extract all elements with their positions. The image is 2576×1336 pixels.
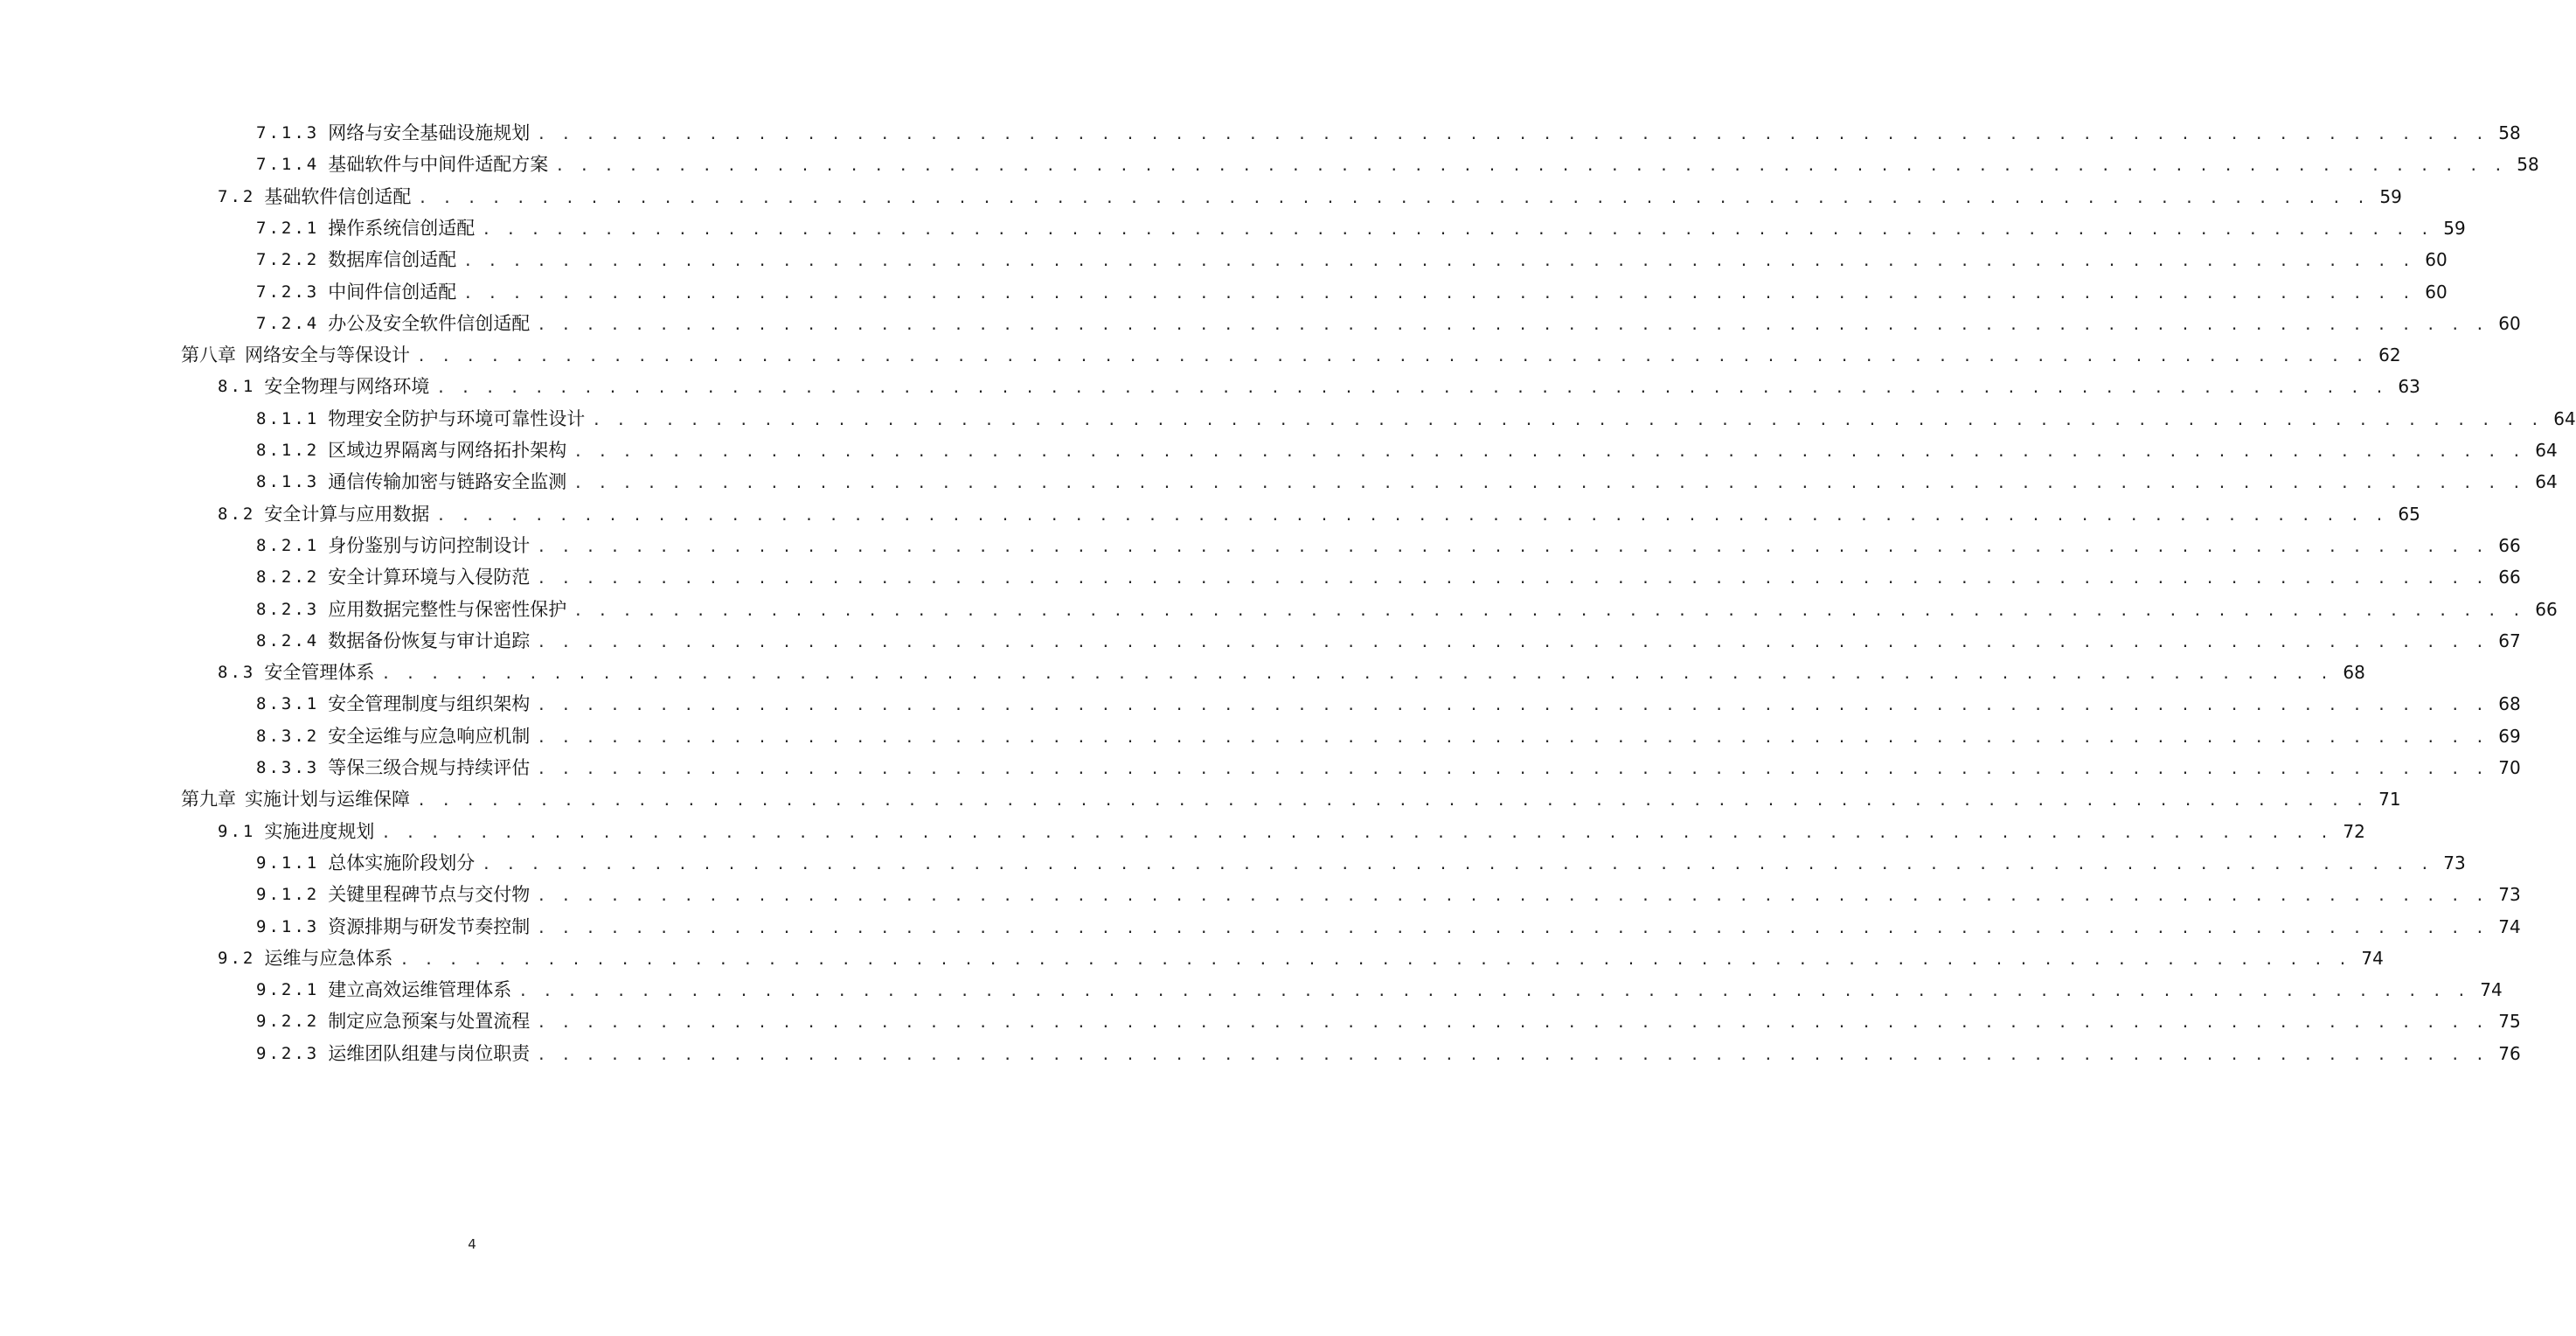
toc-entry-number: 8.1.3 bbox=[256, 472, 320, 492]
toc-entry-page-number: 66 bbox=[2498, 534, 2521, 556]
toc-entry-page-number: 66 bbox=[2535, 598, 2558, 620]
toc-entry[interactable] bbox=[256, 212, 2466, 244]
toc-dot-leader: . . . . . . . . . . . . . . . . . . . . . . . . . . . . . . . . . . . . . . . . . . . . . . . . . . . . . . . . . . . . . . . . . . . . . . . . . . . . . . . . bbox=[573, 443, 2524, 461]
toc-entry-title: 安全运维与应急响应机制 bbox=[328, 725, 531, 747]
page-number: 4 bbox=[468, 1236, 476, 1252]
toc-entry-page-number: 71 bbox=[2378, 789, 2401, 811]
toc-entry-number: 8.3.1 bbox=[256, 694, 320, 714]
toc-entry[interactable] bbox=[256, 308, 2521, 339]
toc-entry[interactable] bbox=[256, 403, 2576, 435]
toc-entry-page-number: 59 bbox=[2443, 217, 2466, 239]
toc-entry-page-number: 60 bbox=[2425, 281, 2448, 303]
toc-entry[interactable] bbox=[256, 847, 2466, 879]
toc-dot-leader: . . . . . . . . . . . . . . . . . . . . . . . . . . . . . . . . . . . . . . . . . . . . . . . . . . . . . . . . . . . . . . . . . . . . . . . . . . . . . . . . bbox=[537, 126, 2488, 143]
toc-entry-number: 8.2.2 bbox=[256, 567, 320, 588]
toc-entry-title: 建立高效运维管理体系 bbox=[328, 979, 512, 1001]
toc-dot-leader: . . . . . . . . . . . . . . . . . . . . . . . . . . . . . . . . . . . . . . . . . . . . . . . . . . . . . . . . . . . . . . . . . . . . . . . . . . . . . . . . bbox=[463, 284, 2414, 303]
toc-entry[interactable] bbox=[256, 752, 2521, 783]
toc-dot-leader: . . . . . . . . . . . . . . . . . . . . . . . . . . . . . . . . . . . . . . . . . . . . . . . . . . . . . . . . . . . . . . . . . . . . . . . . . . . . . . . . bbox=[482, 855, 2433, 873]
toc-entry-page-number: 74 bbox=[2361, 947, 2384, 969]
toc-entry-number: 7.2.2 bbox=[256, 250, 320, 270]
toc-entry[interactable] bbox=[256, 276, 2448, 308]
toc-entry[interactable] bbox=[256, 117, 2521, 149]
toc-entry[interactable] bbox=[256, 466, 2558, 498]
toc-dot-leader: . . . . . . . . . . . . . . . . . . . . . . . . . . . . . . . . . . . . . . . . . . . . . . . . . . . . . . . . . . . . . . . . . . . . . . . . . . . . . . . . bbox=[463, 253, 2414, 271]
toc-entry-page-number: 65 bbox=[2398, 503, 2420, 525]
toc-entry-number: 8.2 bbox=[218, 504, 256, 524]
toc-entry-page-number: 74 bbox=[2480, 979, 2503, 1001]
toc-dot-leader: . . . . . . . . . . . . . . . . . . . . . . . . . . . . . . . . . . . . . . . . . . . . . . . . . . . . . . . . . . . . . . . . . . . . . . . . . . . . . . . . bbox=[537, 538, 2488, 556]
toc-entry[interactable] bbox=[256, 688, 2521, 720]
toc-entry-number: 7.1.3 bbox=[256, 123, 320, 143]
toc-entry-number: 7.2.1 bbox=[256, 218, 320, 238]
toc-dot-leader: . . . . . . . . . . . . . . . . . . . . . . . . . . . . . . . . . . . . . . . . . . . . . . . . . . . . . . . . . . . . . . . . . . . . . . . . . . . . . . . . bbox=[537, 633, 2488, 651]
toc-entry-number: 7.2.3 bbox=[256, 282, 320, 302]
toc-entry[interactable] bbox=[218, 181, 2402, 212]
toc-entry-number: 9.2.2 bbox=[256, 1012, 320, 1032]
toc-entry-title: 中间件信创适配 bbox=[328, 281, 457, 303]
toc-entry-title: 安全管理体系 bbox=[264, 662, 375, 684]
toc-entry-number: 8.2.1 bbox=[256, 535, 320, 555]
toc-entry-number: 9.2.3 bbox=[256, 1043, 320, 1063]
toc-dot-leader: . . . . . . . . . . . . . . . . . . . . . . . . . . . . . . . . . . . . . . . . . . . . . . . . . . . . . . . . . . . . . . . . . . . . . . . . . . . . . . . . bbox=[381, 824, 2332, 842]
toc-entry-number: 8.3.3 bbox=[256, 758, 320, 777]
toc-entry[interactable] bbox=[256, 149, 2539, 180]
toc-entry-title: 网络与安全基础设施规划 bbox=[328, 122, 531, 143]
toc-entry-title: 物理安全防护与环境可靠性设计 bbox=[328, 407, 586, 429]
toc-entry-title: 应用数据完整性与保密性保护 bbox=[328, 598, 567, 620]
toc-dot-leader: . . . . . . . . . . . . . . . . . . . . . . . . . . . . . . . . . . . . . . . . . . . . . . . . . . . . . . . . . . . . . . . . . . . . . . . . . . . . . . . . bbox=[537, 887, 2488, 906]
toc-entry[interactable] bbox=[181, 339, 2401, 371]
toc-entry-title: 网络安全与等保设计 bbox=[245, 344, 410, 366]
toc-entry[interactable] bbox=[256, 244, 2448, 275]
toc-entry-page-number: 58 bbox=[2517, 154, 2539, 176]
toc-entry-title: 办公及安全软件信创适配 bbox=[328, 312, 531, 334]
toc-entry[interactable] bbox=[218, 657, 2365, 688]
toc-entry-number: 8.1.1 bbox=[256, 408, 320, 428]
toc-dot-leader: . . . . . . . . . . . . . . . . . . . . . . . . . . . . . . . . . . . . . . . . . . . . . . . . . . . . . . . . . . . . . . . . . . . . . . . . . . . . . . . . bbox=[537, 761, 2488, 778]
toc-entry-page-number: 74 bbox=[2498, 915, 2521, 937]
toc-dot-leader: . . . . . . . . . . . . . . . . . . . . . . . . . . . . . . . . . . . . . . . . . . . . . . . . . . . . . . . . . . . . . . . . . . . . . . . . . . . . . . . . bbox=[555, 157, 2506, 176]
toc-entry[interactable] bbox=[181, 783, 2401, 815]
toc-entry-number: 7.1.4 bbox=[256, 155, 320, 175]
toc-entry[interactable] bbox=[256, 530, 2521, 561]
toc-entry-page-number: 73 bbox=[2443, 852, 2466, 873]
toc-dot-leader: . . . . . . . . . . . . . . . . . . . . . . . . . . . . . . . . . . . . . . . . . . . . . . . . . . . . . . . . . . . . . . . . . . . . . . . . . . . . . . . . bbox=[573, 602, 2524, 620]
toc-dot-leader: . . . . . . . . . . . . . . . . . . . . . . . . . . . . . . . . . . . . . . . . . . . . . . . . . . . . . . . . . . . . . . . . . . . . . . . . . . . . . . . . bbox=[537, 316, 2488, 334]
toc-entry-page-number: 75 bbox=[2498, 1011, 2521, 1033]
toc-dot-leader: . . . . . . . . . . . . . . . . . . . . . . . . . . . . . . . . . . . . . . . . . . . . . . . . . . . . . . . . . . . . . . . . . . . . . . . . . . . . . . . . bbox=[537, 728, 2488, 747]
toc-entry-page-number: 64 bbox=[2535, 440, 2558, 461]
toc-entry-title: 身份鉴别与访问控制设计 bbox=[328, 534, 531, 556]
toc-entry-number: 9.1 bbox=[218, 821, 256, 841]
toc-entry[interactable] bbox=[256, 1005, 2521, 1037]
toc-dot-leader: . . . . . . . . . . . . . . . . . . . . . . . . . . . . . . . . . . . . . . . . . . . . . . . . . . . . . . . . . . . . . . . . . . . . . . . . . . . . . . . . bbox=[482, 220, 2433, 239]
toc-entry-page-number: 76 bbox=[2498, 1042, 2521, 1064]
toc-entry-page-number: 70 bbox=[2498, 757, 2521, 778]
toc-entry[interactable] bbox=[256, 561, 2521, 593]
toc-entry-number: 7.2 bbox=[218, 186, 256, 206]
toc-entry-page-number: 68 bbox=[2498, 693, 2521, 715]
toc-entry-page-number: 59 bbox=[2379, 185, 2402, 207]
toc-dot-leader: . . . . . . . . . . . . . . . . . . . . . . . . . . . . . . . . . . . . . . . . . . . . . . . . . . . . . . . . . . . . . . . . . . . . . . . . . . . . . . . . bbox=[399, 950, 2350, 969]
toc-entry-page-number: 68 bbox=[2343, 662, 2365, 684]
toc-dot-leader: . . . . . . . . . . . . . . . . . . . . . . . . . . . . . . . . . . . . . . . . . . . . . . . . . . . . . . . . . . . . . . . . . . . . . . . . . . . . . . . . bbox=[518, 983, 2469, 1001]
toc-entry-number: 8.3.2 bbox=[256, 726, 320, 746]
toc-entry-page-number: 60 bbox=[2498, 312, 2521, 334]
toc-entry-page-number: 64 bbox=[2535, 471, 2558, 493]
toc-dot-leader: . . . . . . . . . . . . . . . . . . . . . . . . . . . . . . . . . . . . . . . . . . . . . . . . . . . . . . . . . . . . . . . . . . . . . . . . . . . . . . . . bbox=[573, 475, 2524, 493]
toc-entry-title: 安全计算与应用数据 bbox=[264, 503, 430, 525]
toc-entry-title: 制定应急预案与处置流程 bbox=[328, 1011, 531, 1033]
toc-entry-page-number: 62 bbox=[2378, 344, 2401, 366]
toc-entry-page-number: 58 bbox=[2498, 122, 2521, 143]
toc-entry[interactable] bbox=[256, 879, 2521, 910]
toc-dot-leader: . . . . . . . . . . . . . . . . . . . . . . . . . . . . . . . . . . . . . . . . . . . . . . . . . . . . . . . . . . . . . . . . . . . . . . . . . . . . . . . . bbox=[381, 665, 2332, 684]
toc-dot-leader: . . . . . . . . . . . . . . . . . . . . . . . . . . . . . . . . . . . . . . . . . . . . . . . . . . . . . . . . . . . . . . . . . . . . . . . . . . . . . . . . bbox=[537, 570, 2488, 588]
toc-entry[interactable] bbox=[218, 498, 2420, 530]
toc-entry-title: 运维团队组建与岗位职责 bbox=[328, 1042, 531, 1064]
toc-dot-leader: . . . . . . . . . . . . . . . . . . . . . . . . . . . . . . . . . . . . . . . . . . . . . . . . . . . . . . . . . . . . . . . . . . . . . . . . . . . . . . . . bbox=[592, 411, 2543, 429]
toc-entry-page-number: 63 bbox=[2398, 376, 2420, 398]
toc-dot-leader: . . . . . . . . . . . . . . . . . . . . . . . . . . . . . . . . . . . . . . . . . . . . . . . . . . . . . . . . . . . . . . . . . . . . . . . . . . . . . . . . bbox=[436, 379, 2387, 398]
toc-entry-title: 安全物理与网络环境 bbox=[264, 376, 430, 398]
toc-entry-number: 8.1.2 bbox=[256, 441, 320, 460]
toc-entry-title: 操作系统信创适配 bbox=[328, 217, 476, 239]
toc-dot-leader: . . . . . . . . . . . . . . . . . . . . . . . . . . . . . . . . . . . . . . . . . . . . . . . . . . . . . . . . . . . . . . . . . . . . . . . . . . . . . . . . bbox=[537, 919, 2488, 937]
toc-entry-number: 8.2.4 bbox=[256, 630, 320, 651]
toc-entry-number: 第九章 bbox=[181, 789, 236, 811]
toc-entry-page-number: 60 bbox=[2425, 249, 2448, 271]
toc-entry-title: 总体实施阶段划分 bbox=[328, 852, 476, 873]
toc-entry-title: 基础软件信创适配 bbox=[264, 185, 412, 207]
toc-dot-leader: . . . . . . . . . . . . . . . . . . . . . . . . . . . . . . . . . . . . . . . . . . . . . . . . . . . . . . . . . . . . . . . . . . . . . . . . . . . . . . . . bbox=[537, 1046, 2488, 1064]
toc-entry[interactable] bbox=[256, 435, 2558, 466]
toc-entry-number: 7.2.4 bbox=[256, 313, 320, 333]
toc-entry-number: 第八章 bbox=[181, 344, 236, 366]
toc-entry-number: 9.2.1 bbox=[256, 980, 320, 1000]
toc-entry-title: 数据库信创适配 bbox=[328, 249, 457, 271]
toc-entry-title: 安全计算环境与入侵防范 bbox=[328, 567, 531, 588]
toc-entry[interactable] bbox=[256, 911, 2521, 943]
toc-entry-page-number: 66 bbox=[2498, 567, 2521, 588]
toc-entry-title: 关键里程碑节点与交付物 bbox=[328, 884, 531, 906]
toc-entry-title: 资源排期与研发节奏控制 bbox=[328, 915, 531, 937]
toc-entry-title: 等保三级合规与持续评估 bbox=[328, 757, 531, 778]
toc-dot-leader: . . . . . . . . . . . . . . . . . . . . . . . . . . . . . . . . . . . . . . . . . . . . . . . . . . . . . . . . . . . . . . . . . . . . . . . . . . . . . . . . bbox=[537, 1014, 2488, 1033]
toc-entry[interactable] bbox=[256, 625, 2521, 657]
toc-dot-leader: . . . . . . . . . . . . . . . . . . . . . . . . . . . . . . . . . . . . . . . . . . . . . . . . . . . . . . . . . . . . . . . . . . . . . . . . . . . . . . . . bbox=[417, 348, 2368, 366]
toc-entry-number: 8.3 bbox=[218, 663, 256, 683]
toc-dot-leader: . . . . . . . . . . . . . . . . . . . . . . . . . . . . . . . . . . . . . . . . . . . . . . . . . . . . . . . . . . . . . . . . . . . . . . . . . . . . . . . . bbox=[537, 697, 2488, 715]
toc-entry-number: 9.2 bbox=[218, 948, 256, 968]
toc-entry-title: 安全管理制度与组织架构 bbox=[328, 693, 531, 715]
toc-dot-leader: . . . . . . . . . . . . . . . . . . . . . . . . . . . . . . . . . . . . . . . . . . . . . . . . . . . . . . . . . . . . . . . . . . . . . . . . . . . . . . . . bbox=[417, 792, 2368, 811]
toc-entry[interactable] bbox=[256, 594, 2558, 625]
toc-dot-leader: . . . . . . . . . . . . . . . . . . . . . . . . . . . . . . . . . . . . . . . . . . . . . . . . . . . . . . . . . . . . . . . . . . . . . . . . . . . . . . . . bbox=[436, 506, 2387, 525]
toc-entry-page-number: 69 bbox=[2498, 725, 2521, 747]
toc-entry-number: 9.1.3 bbox=[256, 916, 320, 936]
toc-entry-page-number: 64 bbox=[2553, 407, 2576, 429]
toc-entry-title: 区域边界隔离与网络拓扑架构 bbox=[328, 440, 567, 461]
toc-entry-title: 实施计划与运维保障 bbox=[245, 789, 410, 811]
toc-entry-number: 9.1.1 bbox=[256, 852, 320, 873]
toc-entry-title: 数据备份恢复与审计追踪 bbox=[328, 630, 531, 651]
toc-entry[interactable] bbox=[256, 974, 2503, 1005]
toc-entry[interactable] bbox=[256, 1038, 2521, 1069]
toc-entry-page-number: 72 bbox=[2343, 820, 2365, 842]
toc-entry-number: 8.2.3 bbox=[256, 599, 320, 619]
toc-entry-page-number: 73 bbox=[2498, 884, 2521, 906]
toc-entry-title: 实施进度规划 bbox=[264, 820, 375, 842]
toc-entry-title: 基础软件与中间件适配方案 bbox=[328, 154, 549, 176]
toc-entry[interactable] bbox=[218, 943, 2384, 974]
toc-dot-leader: . . . . . . . . . . . . . . . . . . . . . . . . . . . . . . . . . . . . . . . . . . . . . . . . . . . . . . . . . . . . . . . . . . . . . . . . . . . . . . . . bbox=[418, 189, 2369, 207]
toc-entry-number: 9.1.2 bbox=[256, 885, 320, 905]
toc-entry-title: 运维与应急体系 bbox=[264, 947, 393, 969]
toc-entry-page-number: 67 bbox=[2498, 630, 2521, 651]
toc-entry[interactable] bbox=[218, 371, 2420, 402]
toc-entry-number: 8.1 bbox=[218, 377, 256, 397]
toc-entry[interactable] bbox=[256, 720, 2521, 752]
toc-entry-title: 通信传输加密与链路安全监测 bbox=[328, 471, 567, 493]
toc-entry[interactable] bbox=[218, 816, 2365, 847]
